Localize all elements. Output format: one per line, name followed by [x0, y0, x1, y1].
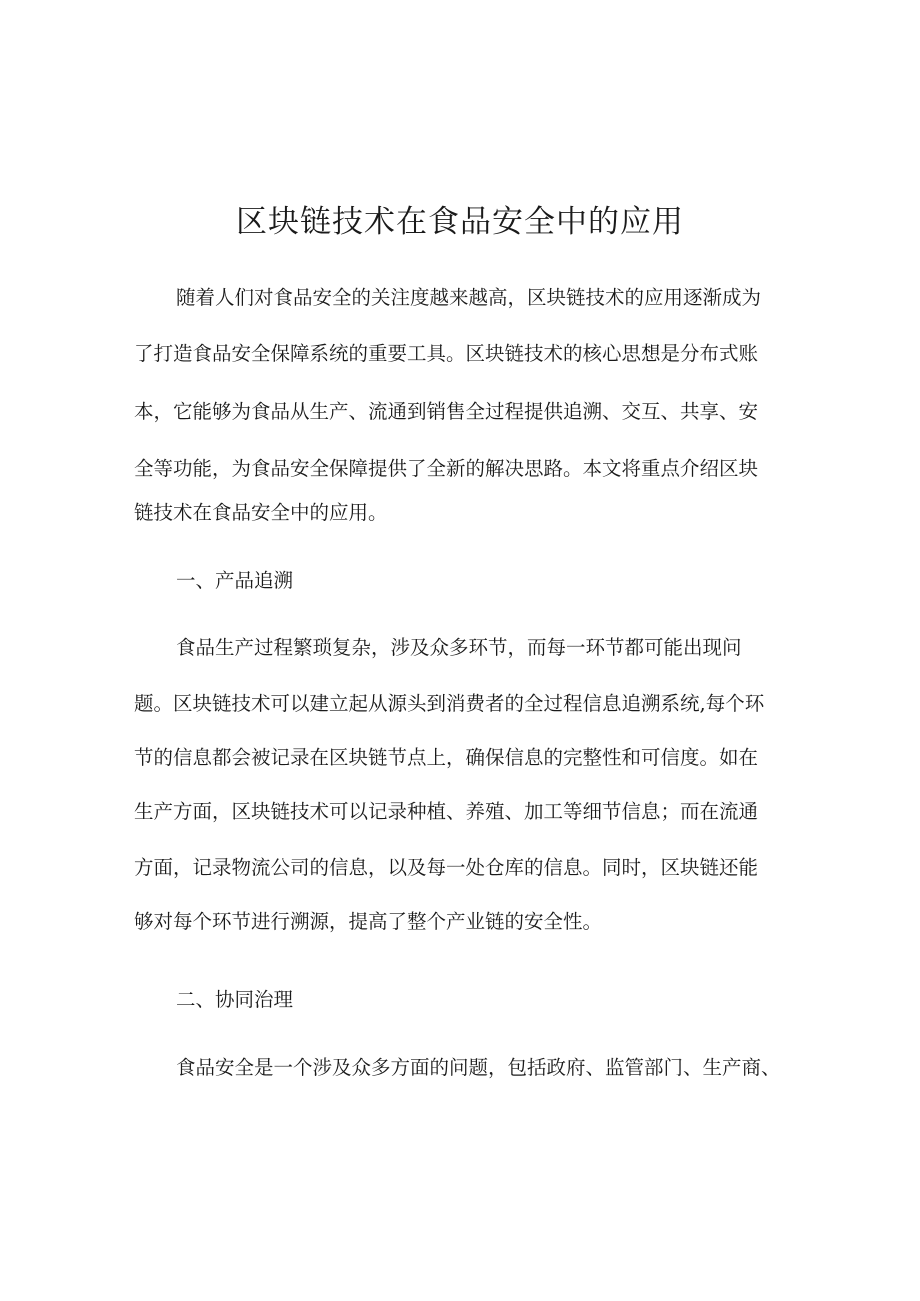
- section-heading-traceability: 一、产品追溯: [176, 569, 294, 592]
- paragraph-line: 全等功能，为食品安全保障提供了全新的解决思路。本文将重点介绍区块: [134, 457, 759, 480]
- paragraph-line: 了打造食品安全保障系统的重要工具。区块链技术的核心思想是分布式账: [134, 342, 759, 365]
- paragraph-line: 本，它能够为食品从生产、流通到销售全过程提供追溯、交互、共享、安: [134, 400, 759, 423]
- paragraph-line: 题。区块链技术可以建立起从源头到消费者的全过程信息追溯系统,每个环: [134, 692, 765, 715]
- paragraph-line: 随着人们对食品安全的关注度越来越高，区块链技术的应用逐渐成为: [176, 286, 762, 309]
- paragraph-line: 方面，记录物流公司的信息，以及每一处仓库的信息。同时，区块链还能: [134, 856, 759, 879]
- paragraph-line: 食品生产过程繁琐复杂，涉及众多环节，而每一环节都可能出现问: [176, 636, 742, 659]
- paragraph-line: 节的信息都会被记录在区块链节点上，确保信息的完整性和可信度。如在: [134, 746, 759, 769]
- paragraph-line: 链技术在食品安全中的应用。: [134, 501, 388, 524]
- paragraph-line: 够对每个环节进行溯源，提高了整个产业链的安全性。: [134, 910, 603, 933]
- section-heading-governance: 二、协同治理: [176, 988, 294, 1011]
- paragraph-line: 生产方面，区块链技术可以记录种植、养殖、加工等细节信息；而在流通: [134, 800, 759, 823]
- document-title: 区块链技术在食品安全中的应用: [236, 204, 684, 240]
- paragraph-line: 食品安全是一个涉及众多方面的问题，包括政府、监管部门、生产商、: [176, 1056, 781, 1079]
